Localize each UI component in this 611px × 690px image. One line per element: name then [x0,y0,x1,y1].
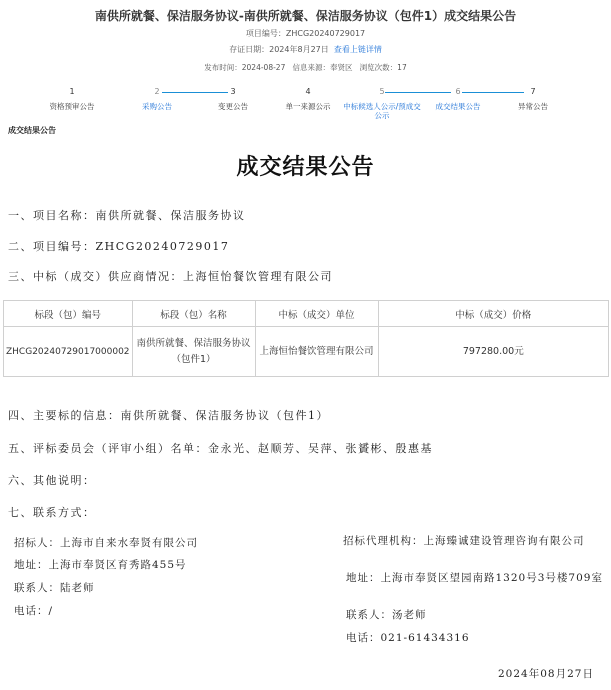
main-subject-line: 四、主要标的信息：南供所就餐、保洁服务协议（包件1） [8,409,329,422]
process-steps [0,86,611,126]
step-result-notice[interactable] [419,86,497,111]
project-number-line [0,28,611,39]
views-count: 17 [397,63,407,72]
bidder-name: 招标人：上海市自来水奉贤有限公司 [14,537,198,549]
document-date: 2024年08月27日 [498,668,594,680]
page-title: 南供所就餐、保洁服务协议-南供所就餐、保洁服务协议（包件1）成交结果公告 [94,9,517,23]
step-number: 6 [455,87,461,96]
committee-line: 五、评标委员会（评审小组）名单：金永光、赵顺芳、吴萍、张贇彬、殷惠基 [8,442,433,455]
step-label: 成交结果公告 [435,102,481,111]
bidder-phone: 电话：/ [14,605,54,617]
cert-date: 2024年8月27日 [269,45,329,54]
bidder-contact-person: 联系人：陆老师 [14,582,95,594]
package-number-cell: ZHCG20240729017000002 [4,327,133,377]
agency-contact-person: 联系人：汤老师 [346,609,427,621]
source-label: 信息来源： [292,63,331,72]
step-label: 中标候选人公示/预成交公示 [343,102,421,120]
agency-phone: 电话：021-61434316 [346,632,470,644]
other-notes-line: 六、其他说明： [8,474,96,487]
project-number-label: 项目编号： [245,29,286,38]
supplier-line: 三、中标（成交）供应商情况：上海恒怡餐饮管理有限公司 [8,270,333,283]
project-number-doc-line: 二、项目编号：ZHCG20240729017 [8,240,230,253]
project-name-line: 一、项目名称：南供所就餐、保洁服务协议 [8,209,246,222]
step-number: 4 [305,87,311,96]
contact-heading: 七、联系方式： [8,506,96,519]
result-table [3,300,609,377]
step-number: 1 [69,87,75,96]
step-label: 资格预审公告 [49,102,95,111]
step-label: 异常公告 [518,102,548,111]
package-name-cell: 南供所就餐、保洁服务协议（包件1） [132,327,255,377]
step-number: 2 [154,87,160,96]
agency-name: 招标代理机构：上海臻诚建设管理咨询有限公司 [343,535,585,547]
section-tag: 成交结果公告 [8,126,56,135]
step-label: 单一来源公示 [285,102,331,111]
document-title: 成交结果公告 [236,155,375,180]
step-exception-notice[interactable] [494,86,572,111]
winning-price-cell: 797280.00元 [378,327,608,377]
cert-date-line [0,44,611,55]
step-label: 变更公告 [218,102,248,111]
step-procurement-notice[interactable] [118,86,196,111]
step-change-notice[interactable] [194,86,272,111]
step-number: 3 [230,87,236,96]
table-row [4,327,609,377]
project-number: ZHCG20240729017 [285,29,366,38]
publish-info-line [0,62,611,73]
column-header: 中标（成交）单位 [255,301,378,327]
bidder-address: 地址：上海市奉贤区育秀路455号 [14,559,187,571]
column-header: 标段（包）名称 [132,301,255,327]
column-header: 标段（包）编号 [4,301,133,327]
step-single-source[interactable] [269,86,347,111]
winning-unit-cell: 上海恒怡餐饮管理有限公司 [255,327,378,377]
table-header-row [4,301,609,327]
agency-address: 地址：上海市奉贤区望园南路1320号3号楼709室 [346,572,603,584]
publish-time: 2024-08-27 [241,63,286,72]
publish-time-label: 发布时间： [204,63,242,72]
views-label: 浏览次数： [359,63,398,72]
chain-details-link[interactable]: 查看上链详情 [333,45,382,54]
step-number: 5 [379,87,385,96]
step-label: 采购公告 [142,102,172,111]
column-header: 中标（成交）价格 [378,301,608,327]
step-number: 7 [530,87,536,96]
step-prequalification[interactable] [33,86,111,111]
cert-date-label: 存证日期： [229,45,270,54]
source: 奉贤区 [330,63,353,72]
step-candidate-publicity[interactable] [343,86,421,120]
